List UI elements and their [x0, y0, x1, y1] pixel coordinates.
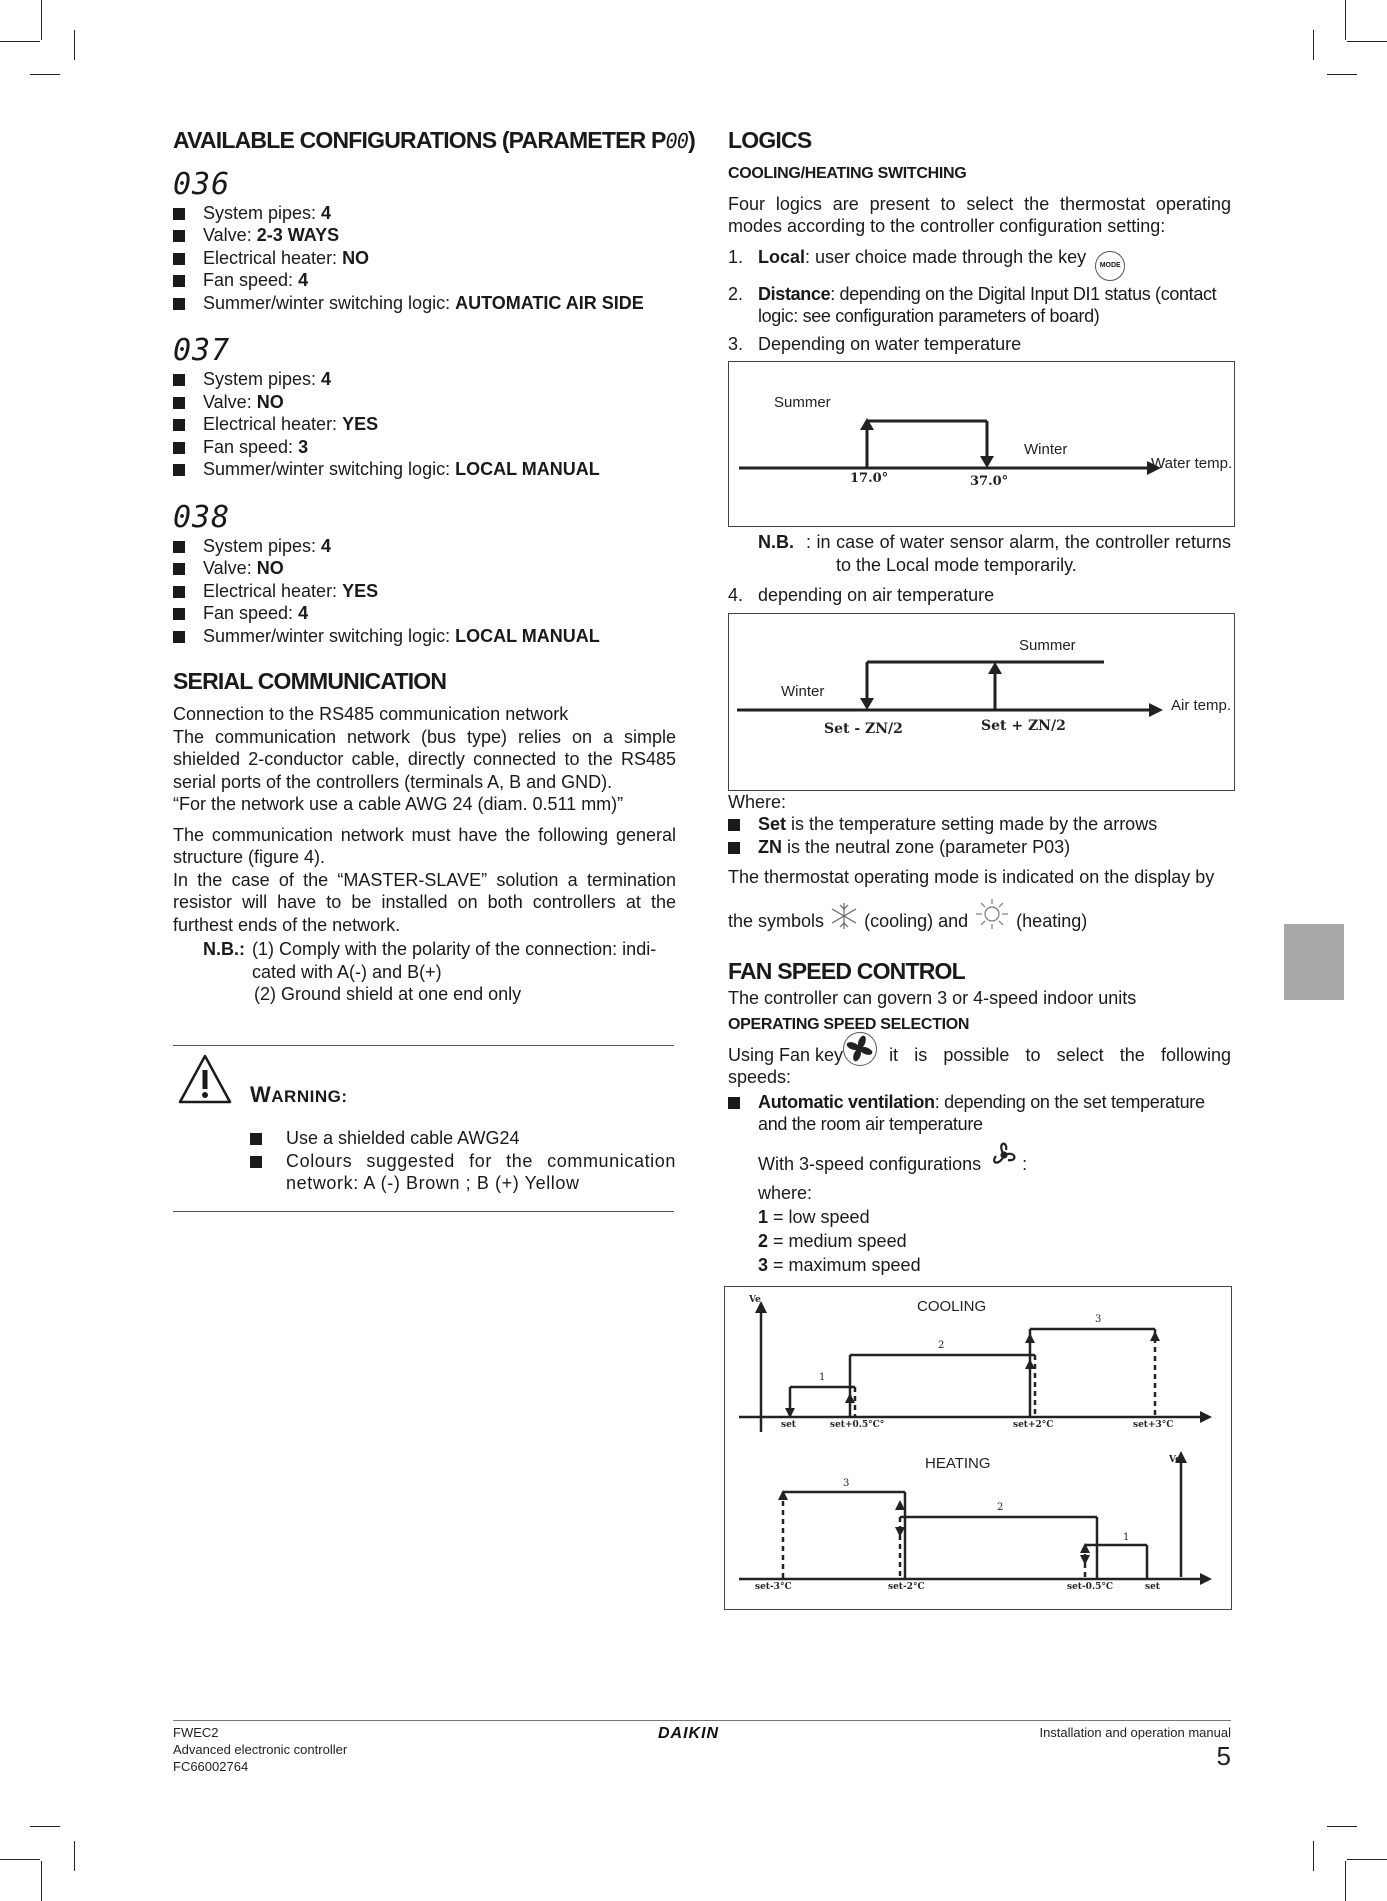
list-item: Set is the temperature setting made by the arrows	[728, 813, 1231, 836]
list-item: Valve: NO	[173, 391, 676, 414]
air-t2-label: Set + ZN/2	[981, 717, 1066, 734]
cooling-tick-label: set+3°C	[1133, 1420, 1174, 1430]
list-item: Electrical heater: NO	[173, 247, 676, 270]
crop-mark	[1347, 41, 1387, 42]
heating-tick-label: set-3°C	[755, 1582, 792, 1592]
cooling-tick-label: set+0.5°C°	[830, 1420, 885, 1430]
crop-mark	[0, 1859, 40, 1860]
logics-subheading: COOLING/HEATING SWITCHING	[728, 164, 967, 182]
list-item: System pipes: 4	[173, 368, 676, 391]
list-item: Electrical heater: YES	[173, 413, 676, 436]
fan-subheading: OPERATING SPEED SELECTION	[728, 1016, 970, 1034]
cooling-tick-label: set+2°C	[1013, 1420, 1054, 1430]
heating-level-label: 2	[997, 1502, 1004, 1513]
air-summer-label: Summer	[1019, 636, 1076, 654]
list-item: Valve: NO	[173, 557, 676, 580]
crop-mark	[1345, 0, 1346, 40]
where-label: where:	[758, 1182, 813, 1203]
config-blocks	[173, 168, 676, 648]
water-axis-label: Water temp.	[1151, 455, 1233, 473]
crop-mark	[30, 1826, 60, 1827]
crop-mark	[41, 1861, 42, 1901]
fan-key-icon	[843, 1032, 877, 1066]
cooling-arrows	[755, 1301, 1212, 1423]
nb-text: (1) Comply with the polarity of the connection: indi-cated with A(-) and B(+)	[252, 939, 657, 982]
warning-icon	[177, 1053, 233, 1105]
air-winter-label: Winter	[781, 682, 825, 700]
serial-text	[173, 703, 676, 1006]
where-list	[728, 813, 1231, 858]
heating-x-arrow	[1200, 1573, 1212, 1585]
footer-left	[173, 1724, 347, 1775]
list-item: Fan speed: 4	[173, 602, 676, 625]
where-label: Where:	[728, 791, 787, 812]
display-symbols-line: the symbols (cooling) and (heating)	[728, 897, 1231, 937]
mode-key-icon: MODE	[1095, 251, 1125, 281]
heating-tick-label: set-0.5°C	[1067, 1582, 1114, 1592]
cooling-tick-label: set	[781, 1420, 796, 1430]
logics-heading: LOGICS	[728, 127, 812, 153]
crop-mark	[1327, 74, 1357, 75]
list-item: Fan speed: 3	[173, 436, 676, 459]
crop-mark	[1313, 30, 1314, 60]
with3-line: With 3-speed configurations :	[758, 1138, 1231, 1181]
footer-desc: Advanced electronic controller	[173, 1742, 348, 1757]
serial-nb	[173, 938, 676, 1006]
footer-rule	[173, 1720, 1231, 1721]
list-item: Summer/winter switching logic: LOCAL MANUAL	[173, 458, 676, 481]
heating-tick-label: set-2°C	[888, 1582, 925, 1592]
nb-text: (2) Ground shield at one end only	[254, 984, 522, 1005]
crop-mark	[1345, 1861, 1346, 1901]
nb-label: N.B.	[758, 532, 794, 553]
speed-item: 1 = low speed	[758, 1206, 870, 1227]
water-down-arrow	[980, 456, 994, 468]
cooling-level-label: 3	[1095, 1314, 1102, 1325]
list-item: Summer/winter switching logic: LOCAL MANUAL	[173, 625, 676, 648]
config-list	[173, 535, 676, 648]
logics-list-4	[728, 584, 1231, 607]
heating-axis-label: Ve	[1169, 1455, 1181, 1465]
cooling-arrow-2	[845, 1393, 855, 1403]
cooling-arrow-3b	[1025, 1333, 1035, 1343]
paragraph: In the case of the “MASTER-SLAVE” solution a termination resistor will have to be installed on both controllers at the furthest ends of the network.	[173, 869, 676, 935]
fan-diagram-svg	[725, 1287, 1231, 1609]
crop-mark	[1327, 1826, 1357, 1827]
air-t1-label: Set - ZN/2	[824, 720, 903, 737]
heating-level-label: 3	[843, 1478, 850, 1489]
footer-code: FC66002764	[173, 1759, 249, 1774]
chapter-tab	[1284, 924, 1344, 1000]
nb-text: : in case of water sensor alarm, the controller returns to the Local mode temporarily.	[806, 532, 1231, 575]
list-item: Summer/winter switching logic: AUTOMATIC AIR SIDE	[173, 292, 676, 315]
crop-mark	[0, 41, 40, 42]
air-temp-diagram	[728, 613, 1235, 791]
air-axis-arrow	[1149, 703, 1163, 717]
air-down-arrow	[860, 698, 874, 710]
paragraph: The communication network (bus type) relies on a simple shielded 2-conductor cable, directly connected to the RS485 serial ports of the controllers (terminals A, B and GND).	[173, 726, 676, 792]
heating-tick-label: set	[1145, 1582, 1160, 1592]
paragraph: The communication network must have the following general structure (figure 4).	[173, 824, 676, 868]
speed-item: 2 = medium speed	[758, 1230, 907, 1251]
warning-title: WARNING:	[250, 1082, 348, 1107]
list-item: ZN is the neutral zone (parameter P03)	[728, 836, 1231, 859]
list-item: 4. depending on air temperature	[728, 585, 995, 606]
warning-rule-bottom	[173, 1211, 674, 1212]
right-column	[728, 126, 1231, 1277]
cooling-graph	[739, 1309, 1200, 1432]
heating-arrow-1	[1080, 1555, 1090, 1565]
water-summer-label: Summer	[774, 394, 831, 412]
water-t2-label: 37.0°	[970, 474, 1009, 490]
list-item: System pipes: 4	[173, 202, 676, 225]
using-b-second: speeds:	[728, 1067, 792, 1088]
fan-heading: FAN SPEED CONTROL	[728, 957, 965, 984]
paragraph: Connection to the RS485 communication network	[173, 704, 569, 725]
config-code: 036	[173, 166, 231, 202]
snowflake-icon	[829, 901, 859, 931]
warning-list	[250, 1127, 676, 1195]
crop-mark	[74, 1841, 75, 1871]
heating-arrow-2	[895, 1527, 905, 1537]
crop-mark	[1347, 1859, 1387, 1860]
cooling-arrow-3	[1025, 1359, 1035, 1369]
list-item: Use a shielded cable AWG24	[250, 1127, 676, 1150]
water-t1-label: 17.0°	[850, 471, 889, 487]
water-temp-diagram	[728, 361, 1235, 527]
paragraph: “For the network use a cable AWG 24 (diam. 0.511 mm)”	[173, 794, 624, 815]
heating-title: HEATING	[925, 1455, 991, 1472]
fan-using: Using Fan key it is possible to select the following speeds:	[728, 1044, 1231, 1089]
heating-graph	[739, 1459, 1200, 1579]
water-diagram-svg	[729, 362, 1234, 526]
list-item: System pipes: 4	[173, 535, 676, 558]
crop-mark	[41, 0, 42, 40]
air-diagram-svg	[729, 614, 1234, 790]
crop-mark	[74, 30, 75, 60]
display-line: The thermostat operating mode is indicated on the display by	[728, 867, 1215, 888]
fan-3speed	[728, 1138, 1231, 1277]
list-item: 3. Depending on water temperature	[728, 333, 1022, 354]
cooling-axis-label: Ve	[749, 1295, 761, 1305]
list-item: Automatic ventilation: depending on the set temperature and the room air temperature	[728, 1091, 1231, 1136]
fan-speed-diagram	[724, 1286, 1232, 1610]
config-code: 038	[173, 499, 231, 535]
nb-label: N.B.:	[203, 939, 245, 960]
cooling-x-arrow	[1200, 1411, 1212, 1423]
config-block	[173, 168, 676, 315]
fan-auto-list	[728, 1091, 1231, 1136]
fan-icon	[986, 1138, 1022, 1172]
footer-manual: Installation and operation manual	[1039, 1725, 1231, 1740]
footer-model: FWEC2	[173, 1725, 219, 1740]
serial-heading: SERIAL COMMUNICATION	[173, 668, 447, 695]
config-list	[173, 202, 676, 315]
list-item: Valve: 2-3 WAYS	[173, 224, 676, 247]
cooling-level-label: 1	[819, 1372, 826, 1383]
cooling-arrow-4	[1150, 1331, 1160, 1341]
left-column	[173, 126, 695, 1006]
config-code: 037	[173, 333, 231, 369]
sun-icon	[973, 897, 1011, 931]
list-item: Fan speed: 4	[173, 269, 676, 292]
list-item: 1. Local: user choice made through the key MODE	[728, 246, 1231, 281]
config-block	[173, 334, 676, 481]
list-item: Colours suggested for the communication network: A (-) Brown ; B (+) Yellow	[250, 1150, 676, 1195]
cooling-title: COOLING	[917, 1298, 987, 1315]
warning-rule-top	[173, 1045, 674, 1046]
heating-arrow-2b	[895, 1500, 905, 1510]
page-number: 5	[1216, 1741, 1231, 1771]
config-block	[173, 501, 676, 648]
air-up-arrow	[988, 662, 1002, 674]
footer-brand: DAIKIN	[658, 1725, 720, 1742]
speed-item: 3 = maximum speed	[758, 1254, 921, 1275]
crop-mark	[30, 74, 60, 75]
water-winter-label: Winter	[1024, 441, 1068, 459]
air-axis-label: Air temp.	[1171, 696, 1232, 714]
water-nb	[728, 531, 1231, 576]
logics-list	[728, 246, 1231, 356]
config-list	[173, 368, 676, 481]
cooling-level-label: 2	[938, 1340, 945, 1351]
heating-level-label: 1	[1123, 1532, 1130, 1543]
using-b-first: it is possible to select the following	[889, 1044, 1231, 1065]
config-heading: AVAILABLE CONFIGURATIONS (PARAMETER P00)	[173, 127, 695, 153]
list-item: Electrical heater: YES	[173, 580, 676, 603]
list-item: 2. Distance: depending on the Digital Input DI1 status (contact logic: see configuration parameters of board)	[728, 283, 1217, 327]
crop-mark	[1313, 1841, 1314, 1871]
fan-intro: The controller can govern 3 or 4-speed indoor units	[728, 987, 1137, 1008]
logics-intro: Four logics are present to select the thermostat operating modes according to the controller configuration setting:	[728, 193, 1231, 237]
